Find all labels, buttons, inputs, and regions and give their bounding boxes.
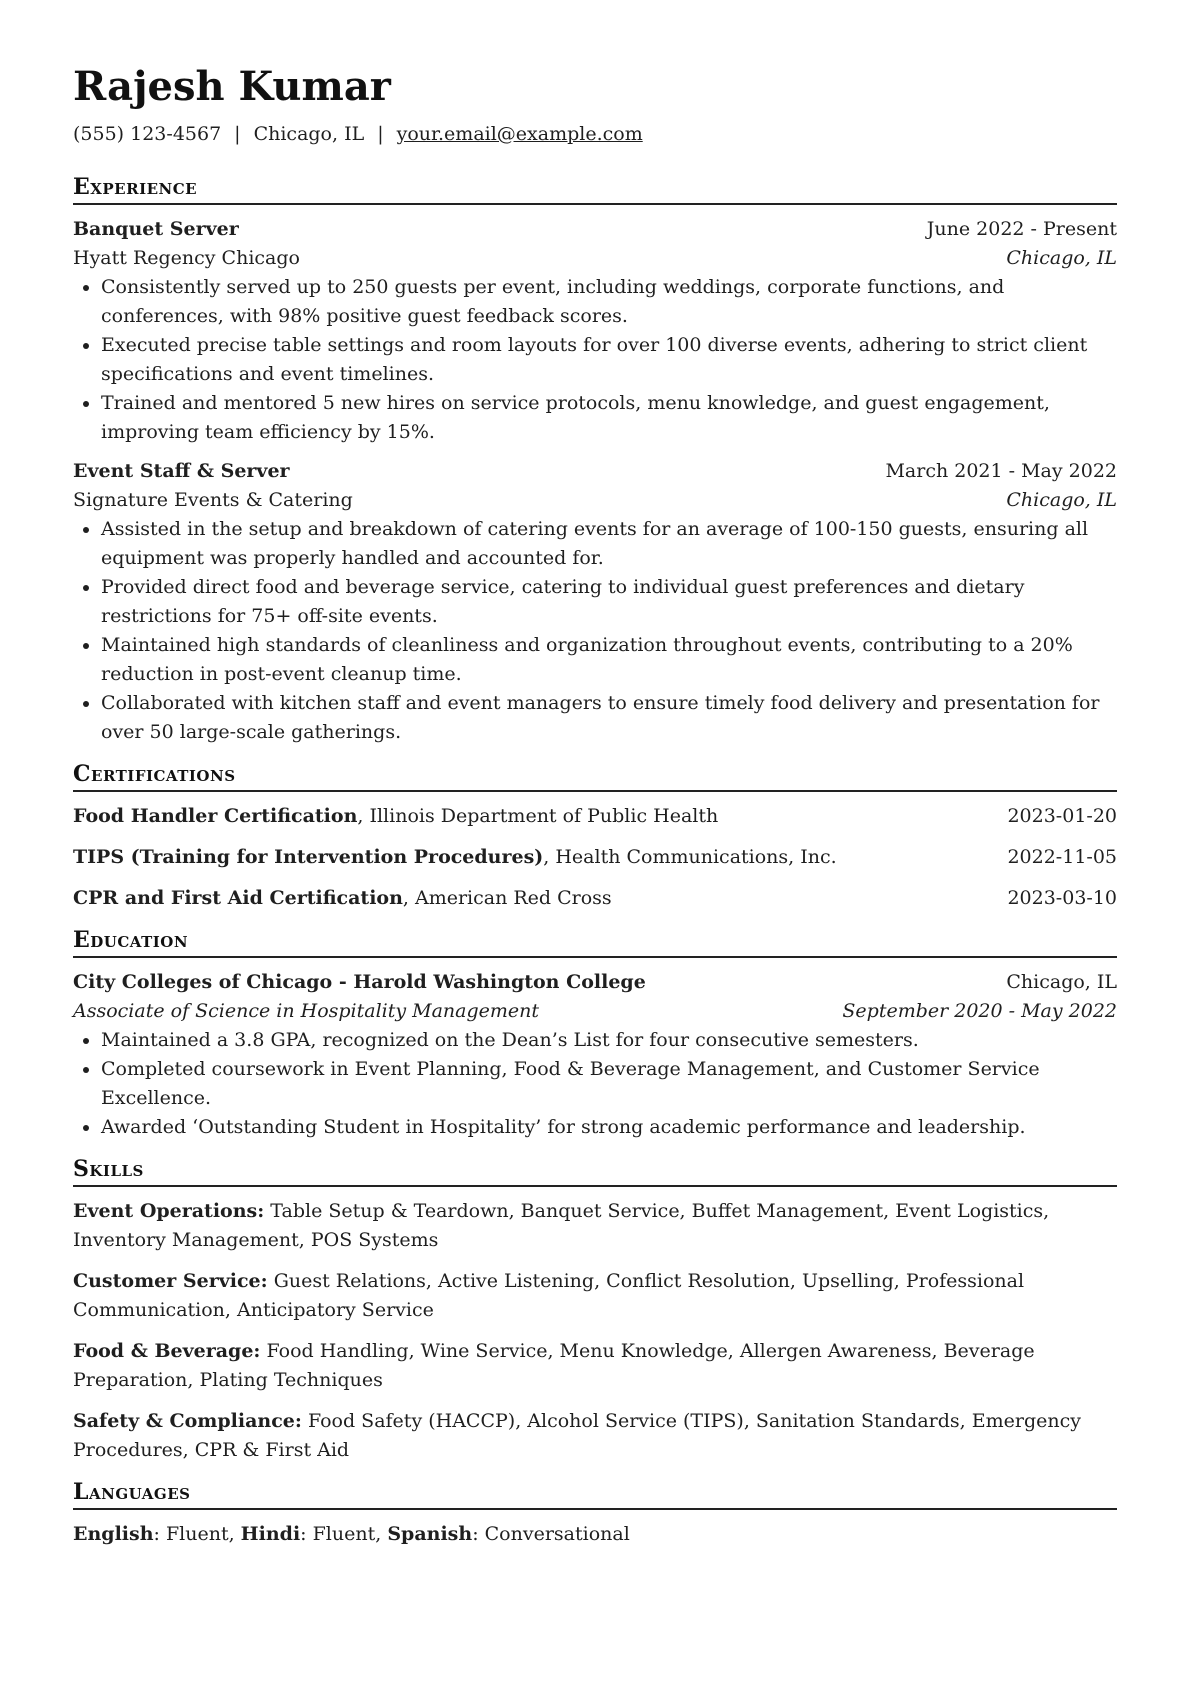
language-level: : Fluent, [153,1523,241,1545]
education-heading: Education [73,927,1117,958]
school-name: City Colleges of Chicago - Harold Washington College [73,971,646,993]
certifications-heading: Certifications [73,761,1117,792]
contact-location: Chicago, IL [253,123,365,145]
job-location: Chicago, IL [1006,247,1117,269]
certification-date: 2023-03-10 [1007,887,1117,909]
languages-heading: Languages [73,1479,1117,1510]
list-item: • Executed precise table settings and room layouts for over 100 diverse events, adhering to strict client specifications and event timelines. [101,331,1117,389]
education-section [73,927,1117,1142]
certifications-section [73,761,1117,913]
contact-separator: | [234,123,241,145]
job-location: Chicago, IL [1006,489,1117,511]
school-location: Chicago, IL [1006,971,1117,993]
job-dates: June 2022 - Present [926,218,1117,240]
job-dates: March 2021 - May 2022 [885,460,1117,482]
language-name: Spanish [387,1523,473,1545]
certification-issuer: , American Red Cross [402,887,612,909]
education-dates: September 2020 - May 2022 [842,1000,1117,1022]
experience-section [73,174,1117,747]
list-item: • Completed coursework in Event Planning, Food & Beverage Management, and Customer Service Excellence. [101,1055,1117,1113]
certification-date: 2022-11-05 [1007,846,1117,868]
contact-email-link[interactable]: your.email@example.com [396,123,643,145]
skill-label: Food & Beverage: [73,1340,261,1362]
skill-value: Food Handling, Wine Service, Menu Knowledge, Allergen Awareness, Beverage Preparation, Plating Techniques [73,1340,1035,1391]
language-level: : Conversational [472,1523,630,1545]
certification-date: 2023-01-20 [1007,805,1117,827]
skill-row [73,1267,1117,1325]
skill-row [73,1197,1117,1255]
language-name: English [73,1523,154,1545]
job-company: Signature Events & Catering [73,489,353,511]
skill-row [73,1337,1117,1395]
skill-row [73,1407,1117,1465]
list-item: • Trained and mentored 5 new hires on service protocols, menu knowledge, and guest engagement, improving team efficiency by 15%. [101,389,1117,447]
certification-name: CPR and First Aid Certification [73,887,403,909]
skills-heading: Skills [73,1156,1117,1187]
contact-line [73,122,1117,146]
list-item: • Awarded ‘Outstanding Student in Hospitality’ for strong academic performance and leadership. [101,1113,1117,1142]
certification-name: Food Handler Certification [73,805,358,827]
certification-issuer: , Illinois Department of Public Health [357,805,719,827]
education-bullets [73,1026,1117,1142]
list-item: • Collaborated with kitchen staff and event managers to ensure timely food delivery and presentation for over 50 large-scale gatherings. [101,689,1117,747]
experience-heading: Experience [73,174,1117,205]
job-entry [73,215,1117,447]
skill-label: Safety & Compliance: [73,1410,302,1432]
skills-section [73,1156,1117,1465]
job-company: Hyatt Regency Chicago [73,247,300,269]
list-item: • Maintained a 3.8 GPA, recognized on the Dean’s List for four consecutive semesters. [101,1026,1117,1055]
job-role: Banquet Server [73,218,239,240]
candidate-name: Rajesh Kumar [73,63,391,110]
skill-value: Guest Relations, Active Listening, Conflict Resolution, Upselling, Professional Communication, Anticipatory Service [73,1270,1025,1321]
job-bullets [73,515,1117,747]
job-role: Event Staff & Server [73,460,290,482]
certification-row [73,884,1117,913]
contact-separator: | [377,123,384,145]
languages-section [73,1479,1117,1549]
languages-line [73,1520,1117,1549]
certification-row [73,802,1117,831]
job-entry [73,457,1117,747]
list-item: • Provided direct food and beverage service, catering to individual guest preferences and dietary restrictions for 75+ off-site events. [101,573,1117,631]
list-item: • Maintained high standards of cleanliness and organization throughout events, contributing to a 20% reduction in post-event cleanup time. [101,631,1117,689]
degree-name: Associate of Science in Hospitality Management [73,1000,540,1022]
certification-name: TIPS (Training for Intervention Procedures) [73,846,544,868]
language-name: Hindi [240,1523,301,1545]
list-item: • Assisted in the setup and breakdown of catering events for an average of 100-150 guests, ensuring all equipment was properly handled and accounted for. [101,515,1117,573]
list-item: • Consistently served up to 250 guests per event, including weddings, corporate functions, and conferences, with 98% positive guest feedback scores. [101,273,1117,331]
certification-row [73,843,1117,872]
skill-label: Customer Service: [73,1270,268,1292]
job-bullets [73,273,1117,447]
language-level: : Fluent, [300,1523,388,1545]
skill-label: Event Operations: [73,1200,265,1222]
certification-issuer: , Health Communications, Inc. [543,846,837,868]
contact-phone: (555) 123-4567 [73,123,222,145]
skill-value: Food Safety (HACCP), Alcohol Service (TIPS), Sanitation Standards, Emergency Procedures, CPR & First Aid [73,1410,1081,1461]
skill-value: Table Setup & Teardown, Banquet Service, Buffet Management, Event Logistics, Inventory Management, POS Systems [73,1200,1050,1251]
